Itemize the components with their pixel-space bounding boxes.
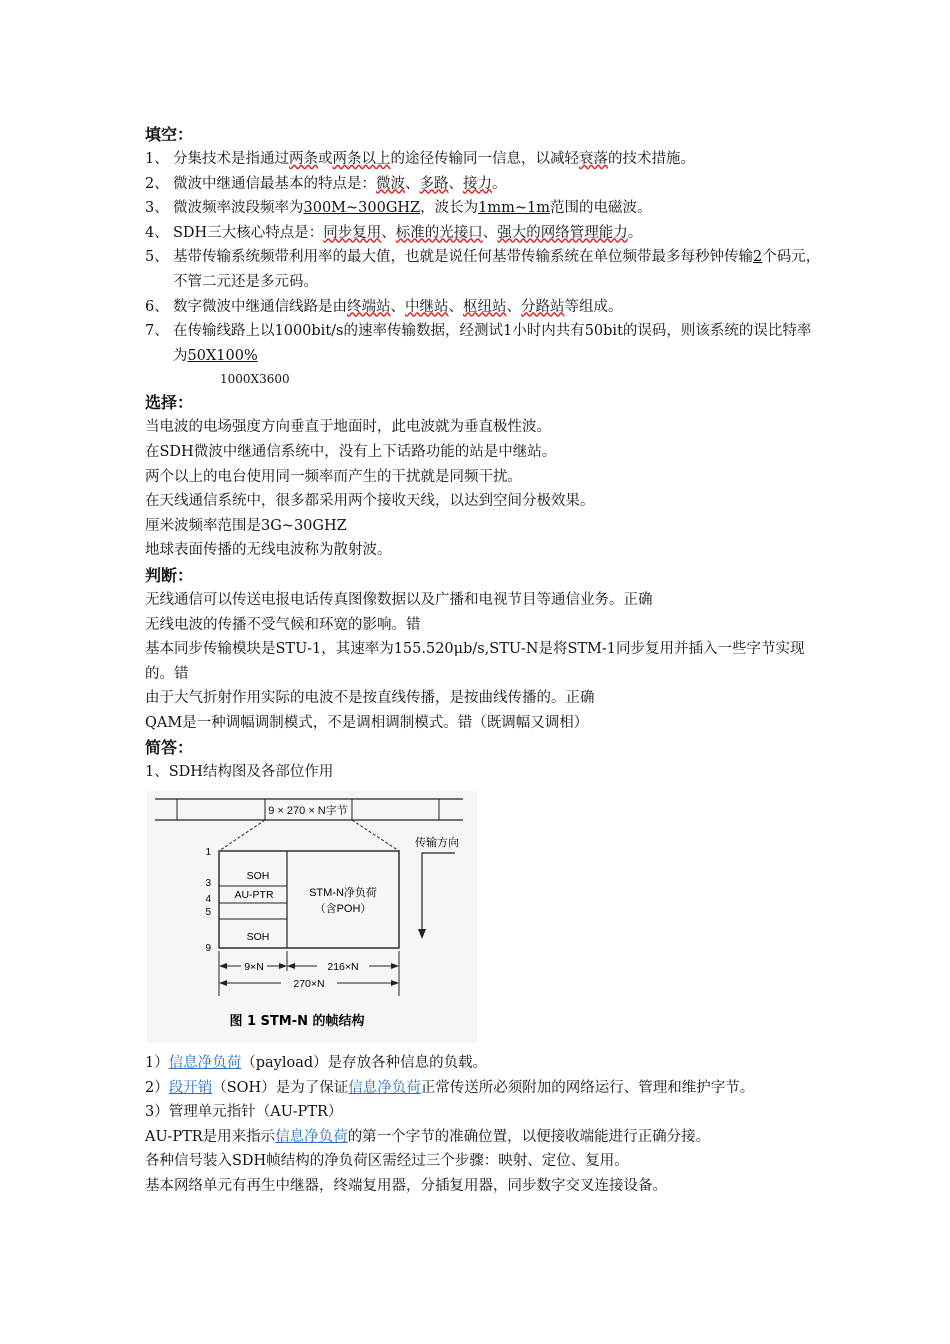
text: 1）	[145, 1055, 169, 1072]
row-number: 4	[205, 894, 211, 906]
answer-blank: 枢纽站	[463, 298, 507, 315]
row-number: 9	[205, 943, 211, 955]
text: 、	[448, 298, 463, 315]
text: 的第一个字节的准确位置，以便接收端能进行正确分接。	[347, 1128, 711, 1145]
answer-question-1: 1、SDH结构图及各部位作用	[145, 764, 334, 781]
choice-line-1: 当电波的电场强度方向垂直于地面时，此电波就为垂直极性波。	[145, 419, 551, 436]
answer-blank: 分路站	[521, 298, 565, 315]
text: 范围的电磁波。	[550, 200, 652, 217]
choice-heading: 选择：	[145, 393, 194, 413]
text: 分集技术是指通过	[173, 151, 289, 167]
choice-line-4: 在天线通信系统中，很多都采用两个接收天线，以达到空间分极效果。	[145, 493, 595, 510]
judge-line-3: 基本同步传输模块是STU-1，其速率为155.520μb/s,STU-N是将STM-1同步复用并插入一些字节实现的。错	[145, 641, 805, 682]
answer-blank: 终端站	[347, 298, 391, 315]
text: 等组成。	[564, 298, 623, 315]
item-number: 7、	[145, 323, 169, 340]
fill-item-5	[145, 245, 825, 294]
judge-line-1: 无线通信可以传送电报电话传真图像数据以及广播和电视节目等通信业务。正确	[145, 591, 653, 608]
text: 的途径传输同一信息，以减轻	[390, 151, 579, 167]
row-number: 5	[205, 907, 211, 919]
fill-item-1	[145, 147, 825, 172]
judge-heading: 判断：	[145, 565, 194, 585]
choice-line-5: 厘米波频率范围是3G~30GHZ	[145, 517, 347, 534]
row-number: 1	[205, 847, 211, 859]
item-number: 1、	[145, 151, 169, 167]
fill-item-4	[145, 221, 825, 246]
dim-total-width: 270×N	[293, 978, 325, 991]
answer-blank: 接力	[463, 175, 492, 192]
figure-caption: 图 1 STM-N 的帧结构	[229, 1014, 365, 1030]
text: （SOH）是为了保证	[212, 1079, 349, 1096]
fill-item-2	[145, 172, 825, 197]
text: 、	[390, 298, 405, 315]
soh-top-label: SOH	[246, 870, 270, 883]
payload-label: STM-N净负荷	[309, 887, 377, 900]
text: 、	[506, 298, 521, 315]
frame-size-label: 9 × 270 × N字节	[268, 805, 348, 818]
text: 2）	[145, 1079, 169, 1096]
answer-blank: 2	[753, 249, 763, 266]
text: 、	[482, 224, 498, 241]
answer-blank: 两条	[289, 151, 318, 167]
payload-link[interactable]: 信息净负荷	[168, 1055, 242, 1072]
judge-line-2: 无线电波的传播不受气候和环宽的影响。错	[145, 616, 421, 633]
answer-blank: 强大的网络管理能力	[497, 224, 628, 241]
text: AU-PTR是用来指示	[145, 1128, 276, 1145]
text: （payload）是存放各种信息的负载。	[241, 1055, 488, 1072]
item-number: 3、	[145, 200, 169, 217]
fill-heading: 填空：	[145, 125, 194, 144]
document-page	[145, 122, 825, 1199]
fill-item-6	[145, 295, 825, 320]
text: 。	[492, 175, 507, 192]
text: ，波长为	[420, 200, 479, 217]
stm-n-frame-figure	[147, 791, 477, 1043]
answer-denominator: 1000X3600	[220, 372, 290, 387]
payload-link[interactable]: 信息净负荷	[275, 1128, 348, 1145]
payload-link[interactable]: 信息净负荷	[348, 1079, 421, 1096]
text: 微波频率波段频率为	[173, 200, 304, 217]
answer-para-6: 基本网络单元有再生中继器，终端复用器，分插复用器，同步数字交叉连接设备。	[145, 1178, 667, 1195]
answer-blank: 微波	[376, 175, 405, 192]
answer-blank: 中继站	[405, 298, 449, 315]
dim-soh-width: 9×N	[244, 961, 264, 974]
answer-blank: 同步复用	[323, 224, 382, 241]
text: 基带传输系统频带利用率的最大值，也就是说任何基带传输系统在单位频带最多每秒钟传输	[173, 249, 753, 266]
answer-blank: 标准的光接口	[395, 224, 483, 241]
answer-numerator: 50X100%	[187, 347, 258, 364]
answer-para-2	[145, 1076, 825, 1101]
answer-blank: 1mm~1m	[478, 200, 551, 217]
text: 或	[318, 151, 333, 167]
item-number: 6、	[145, 298, 169, 315]
answer-blank: 300M~300GHZ	[303, 200, 421, 217]
text: SDH三大核心特点是：	[173, 224, 324, 241]
answer-para-5: 各种信号装入SDH帧结构的净负荷区需经过三个步骤：映射、定位、复用。	[145, 1153, 629, 1170]
answer-para-3: 3）管理单元指针（AU-PTR）	[145, 1104, 343, 1121]
item-number: 4、	[145, 224, 169, 241]
judge-line-5: QAM是一种调幅调制模式，不是调相调制模式。错（既调幅又调相）	[145, 714, 589, 731]
soh-bottom-label: SOH	[246, 931, 270, 944]
judge-line-4: 由于大气折射作用实际的电波不是按直线传播，是按曲线传播的。正确	[145, 690, 595, 707]
text: 数字微波中继通信线路是由	[173, 298, 347, 315]
text: 、	[405, 175, 420, 192]
fill-item-3	[145, 196, 825, 221]
choice-line-2: 在SDH微波中继通信系统中，没有上下话路功能的站是中继站。	[145, 443, 557, 460]
answer-para-1	[145, 1051, 825, 1076]
choice-line-6: 地球表面传播的无线电波称为散射波。	[145, 542, 392, 559]
fill-item-7	[145, 319, 825, 368]
text: 正常传送所必须附加的网络运行、管理和维护字节。	[420, 1079, 755, 1096]
text: 微波中继通信最基本的特点是：	[173, 175, 376, 192]
item-number: 2、	[145, 175, 169, 192]
direction-label: 传输方向	[415, 837, 459, 850]
text: 、	[448, 175, 463, 192]
answer-heading: 简答：	[145, 738, 194, 758]
payload-poh-label: （含POH）	[314, 903, 372, 916]
text: 的技术措施。	[608, 151, 695, 167]
text: 、	[381, 224, 396, 241]
soh-link[interactable]: 段开销	[168, 1079, 213, 1096]
item-number: 5、	[145, 249, 169, 266]
answer-para-4	[145, 1125, 825, 1150]
text: 。	[627, 224, 643, 241]
answer-blank: 两条以上	[332, 151, 391, 167]
text: 个码元，不管二元还是多元码。	[173, 249, 821, 290]
answer-blank: 衰落	[579, 151, 608, 167]
text: 在传输线路上以1000bit/s的速率传输数据，经测试1小时内共有50bit的误码，则该系统的误比特率为	[173, 323, 812, 364]
choice-line-3: 两个以上的电台使用同一频率而产生的干扰就是同频干扰。	[145, 468, 522, 485]
au-ptr-label: AU-PTR	[234, 889, 274, 902]
row-number: 3	[205, 878, 211, 890]
dim-payload-width: 216×N	[327, 961, 359, 974]
answer-blank: 多路	[419, 175, 449, 192]
